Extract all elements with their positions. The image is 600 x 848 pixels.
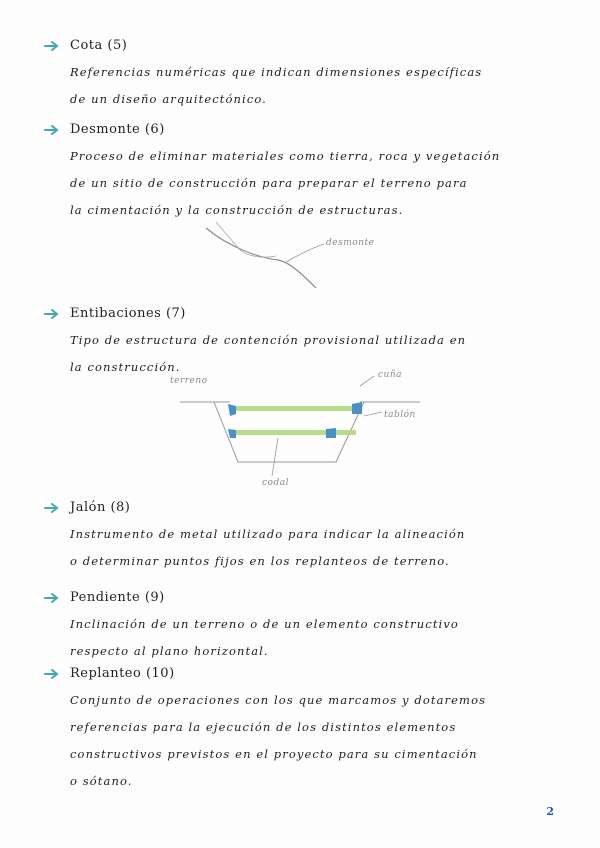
entry-heading — [44, 590, 560, 605]
entry-title: Jalón (8) — [70, 500, 131, 515]
definition-line: constructivos previstos en el proyecto para su cimentación — [70, 747, 478, 761]
page-number: 2 — [546, 805, 554, 818]
entry-definition — [70, 687, 560, 795]
entry-heading — [44, 38, 560, 53]
cuña-label: cuña — [378, 370, 402, 380]
tablón-label: tablón — [384, 410, 416, 420]
codal-label: codal — [262, 478, 289, 488]
entry-definition — [70, 521, 560, 575]
definition-line: Inclinación de un terreno o de un elemento constructivo — [70, 617, 459, 631]
definition-line: la construcción. — [70, 360, 181, 374]
arrow-bullet-icon — [44, 39, 60, 53]
entry-title: Replanteo (10) — [70, 666, 175, 681]
desmonte-sketch-label: desmonte — [326, 238, 375, 248]
entry-desmonte — [44, 122, 560, 224]
entry-title: Pendiente (9) — [70, 590, 165, 605]
definition-line: o sótano. — [70, 774, 133, 788]
arrow-bullet-icon — [44, 501, 60, 515]
entry-entibaciones — [44, 306, 560, 381]
definition-line: Proceso de eliminar materiales como tierra, roca y vegetación — [70, 149, 501, 163]
definition-line: referencias para la ejecución de los distintos elementos — [70, 720, 457, 734]
entry-title: Entibaciones (7) — [70, 306, 186, 321]
entry-title: Desmonte (6) — [70, 122, 165, 137]
definition-line: de un sitio de construcción para preparar el terreno para — [70, 176, 468, 190]
arrow-bullet-icon — [44, 123, 60, 137]
entry-definition — [70, 143, 560, 224]
arrow-bullet-icon — [44, 307, 60, 321]
entry-heading — [44, 306, 560, 321]
entibacion-sketch — [150, 372, 440, 487]
definition-line: Referencias numéricas que indican dimensiones específicas — [70, 65, 483, 79]
definition-line: o determinar puntos fijos en los replanteos de terreno. — [70, 554, 450, 568]
arrow-bullet-icon — [44, 591, 60, 605]
entry-definition — [70, 59, 560, 113]
entry-jalon — [44, 500, 560, 575]
arrow-bullet-icon — [44, 667, 60, 681]
terreno-label: terreno — [170, 376, 208, 386]
definition-line: respecto al plano horizontal. — [70, 644, 269, 658]
entry-heading — [44, 500, 560, 515]
desmonte-sketch — [200, 218, 400, 293]
definition-line: Tipo de estructura de contención provisional utilizada en — [70, 333, 467, 347]
entry-cota — [44, 38, 560, 113]
definition-line: Conjunto de operaciones con los que marcamos y dotaremos — [70, 693, 487, 707]
entry-definition — [70, 611, 560, 665]
definition-line: de un diseño arquitectónico. — [70, 92, 267, 106]
entry-pendiente — [44, 590, 560, 665]
entry-title: Cota (5) — [70, 38, 128, 53]
entry-heading — [44, 122, 560, 137]
entry-heading — [44, 666, 560, 681]
entry-replanteo — [44, 666, 560, 795]
definition-line: la cimentación y la construcción de estructuras. — [70, 203, 404, 217]
definition-line: Instrumento de metal utilizado para indicar la alineación — [70, 527, 466, 541]
